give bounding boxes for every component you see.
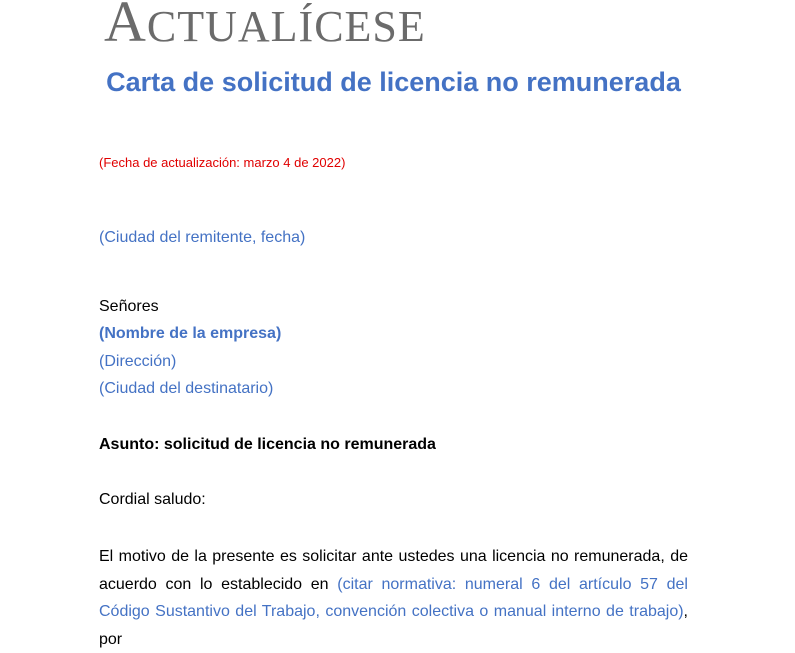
sender-city-date: (Ciudad del remitente, fecha) (99, 229, 306, 246)
recipient-city: (Ciudad del destinatario) (99, 380, 274, 397)
subject-line: Asunto: solicitud de licencia no remunerada (99, 436, 436, 453)
body-paragraph (99, 543, 688, 653)
address: (Dirección) (99, 353, 177, 370)
body-normative-citation: (citar normativa: numeral 6 del artículo 57 del Código Sustantivo del Trabajo, convención colectiva o manual interno de trabajo) (99, 575, 688, 620)
logo-initial: A (104, 0, 147, 54)
company-name: (Nombre de la empresa) (99, 325, 282, 342)
document-title: Carta de solicitud de licencia no remunerada (106, 67, 681, 97)
body-text-1: El motivo de la presente es solicitar ante ustedes una licencia no remunerada, de acuerdo con lo establecido en (99, 548, 688, 593)
greeting: Cordial saludo: (99, 491, 206, 508)
update-date-note: (Fecha de actualización: marzo 4 de 2022) (99, 155, 346, 170)
salutation: Señores (99, 298, 159, 315)
actualicese-logo (104, 0, 426, 57)
body-text-2: , por (99, 603, 688, 648)
logo-rest: CTUALÍCESE (146, 2, 426, 51)
